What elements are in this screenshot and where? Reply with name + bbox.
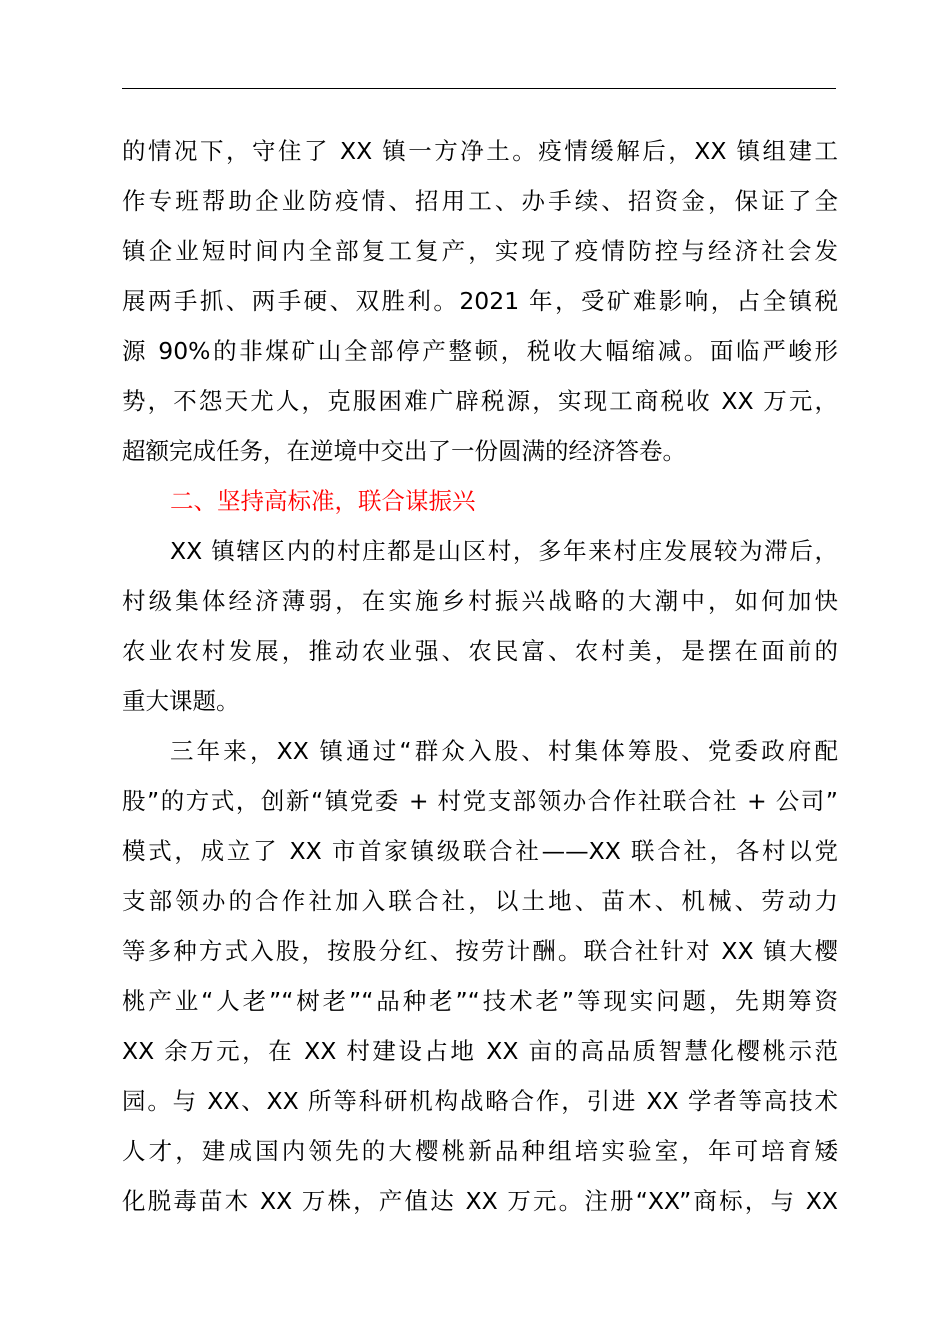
body-line: 人才，建成国内领先的大樱桃新品种组培实验室，年可培育矮 (122, 1137, 838, 1165)
body-line: 化脱毒苗木 XX 万株，产值达 XX 万元。注册“XX”商标，与 XX (122, 1187, 838, 1215)
body-line: 超额完成任务，在逆境中交出了一份圆满的经济答卷。 (122, 437, 686, 465)
body-line: 重大课题。 (122, 687, 240, 715)
body-line: XX 镇辖区内的村庄都是山区村，多年来村庄发展较为滞后， (170, 537, 838, 565)
header-rule (122, 88, 836, 89)
body-line: 的情况下，守住了 XX 镇一方净土。疫情缓解后，XX 镇组建工 (122, 137, 838, 165)
body-line: 作专班帮助企业防疫情、招用工、办手续、招资金，保证了全 (122, 187, 838, 215)
body-line: 村级集体经济薄弱，在实施乡村振兴战略的大潮中，如何加快 (122, 587, 838, 615)
section-heading: 二、坚持高标准，联合谋振兴 (170, 487, 476, 515)
body-line: 股”的方式，创新“镇党委 + 村党支部领办合作社联合社 + 公司” (122, 787, 838, 815)
body-line: 农业农村发展，推动农业强、农民富、农村美，是摆在面前的 (122, 637, 838, 665)
body-line: 桃产业“人老”“树老”“品种老”“技术老”等现实问题，先期筹资 (122, 987, 838, 1015)
body-line: 源 90%的非煤矿山全部停产整顿，税收大幅缩减。面临严峻形 (122, 337, 838, 365)
body-line: 支部领办的合作社加入联合社，以土地、苗木、机械、劳动力 (122, 887, 838, 915)
body-line: 园。与 XX、XX 所等科研机构战略合作，引进 XX 学者等高技术 (122, 1087, 838, 1115)
body-line: XX 余万元，在 XX 村建设占地 XX 亩的高品质智慧化樱桃示范 (122, 1037, 838, 1065)
document-body (122, 126, 838, 1226)
body-line: 模式，成立了 XX 市首家镇级联合社——XX 联合社，各村以党 (122, 837, 838, 865)
body-line: 三年来，XX 镇通过“群众入股、村集体筹股、党委政府配 (170, 737, 838, 765)
body-line: 展两手抓、两手硬、双胜利。2021 年，受矿难影响，占全镇税 (122, 287, 838, 315)
body-line: 等多种方式入股，按股分红、按劳计酬。联合社针对 XX 镇大樱 (122, 937, 838, 965)
body-line: 势，不怨天尤人，克服困难广辟税源，实现工商税收 XX 万元， (122, 387, 838, 415)
body-line: 镇企业短时间内全部复工复产，实现了疫情防控与经济社会发 (122, 237, 838, 265)
